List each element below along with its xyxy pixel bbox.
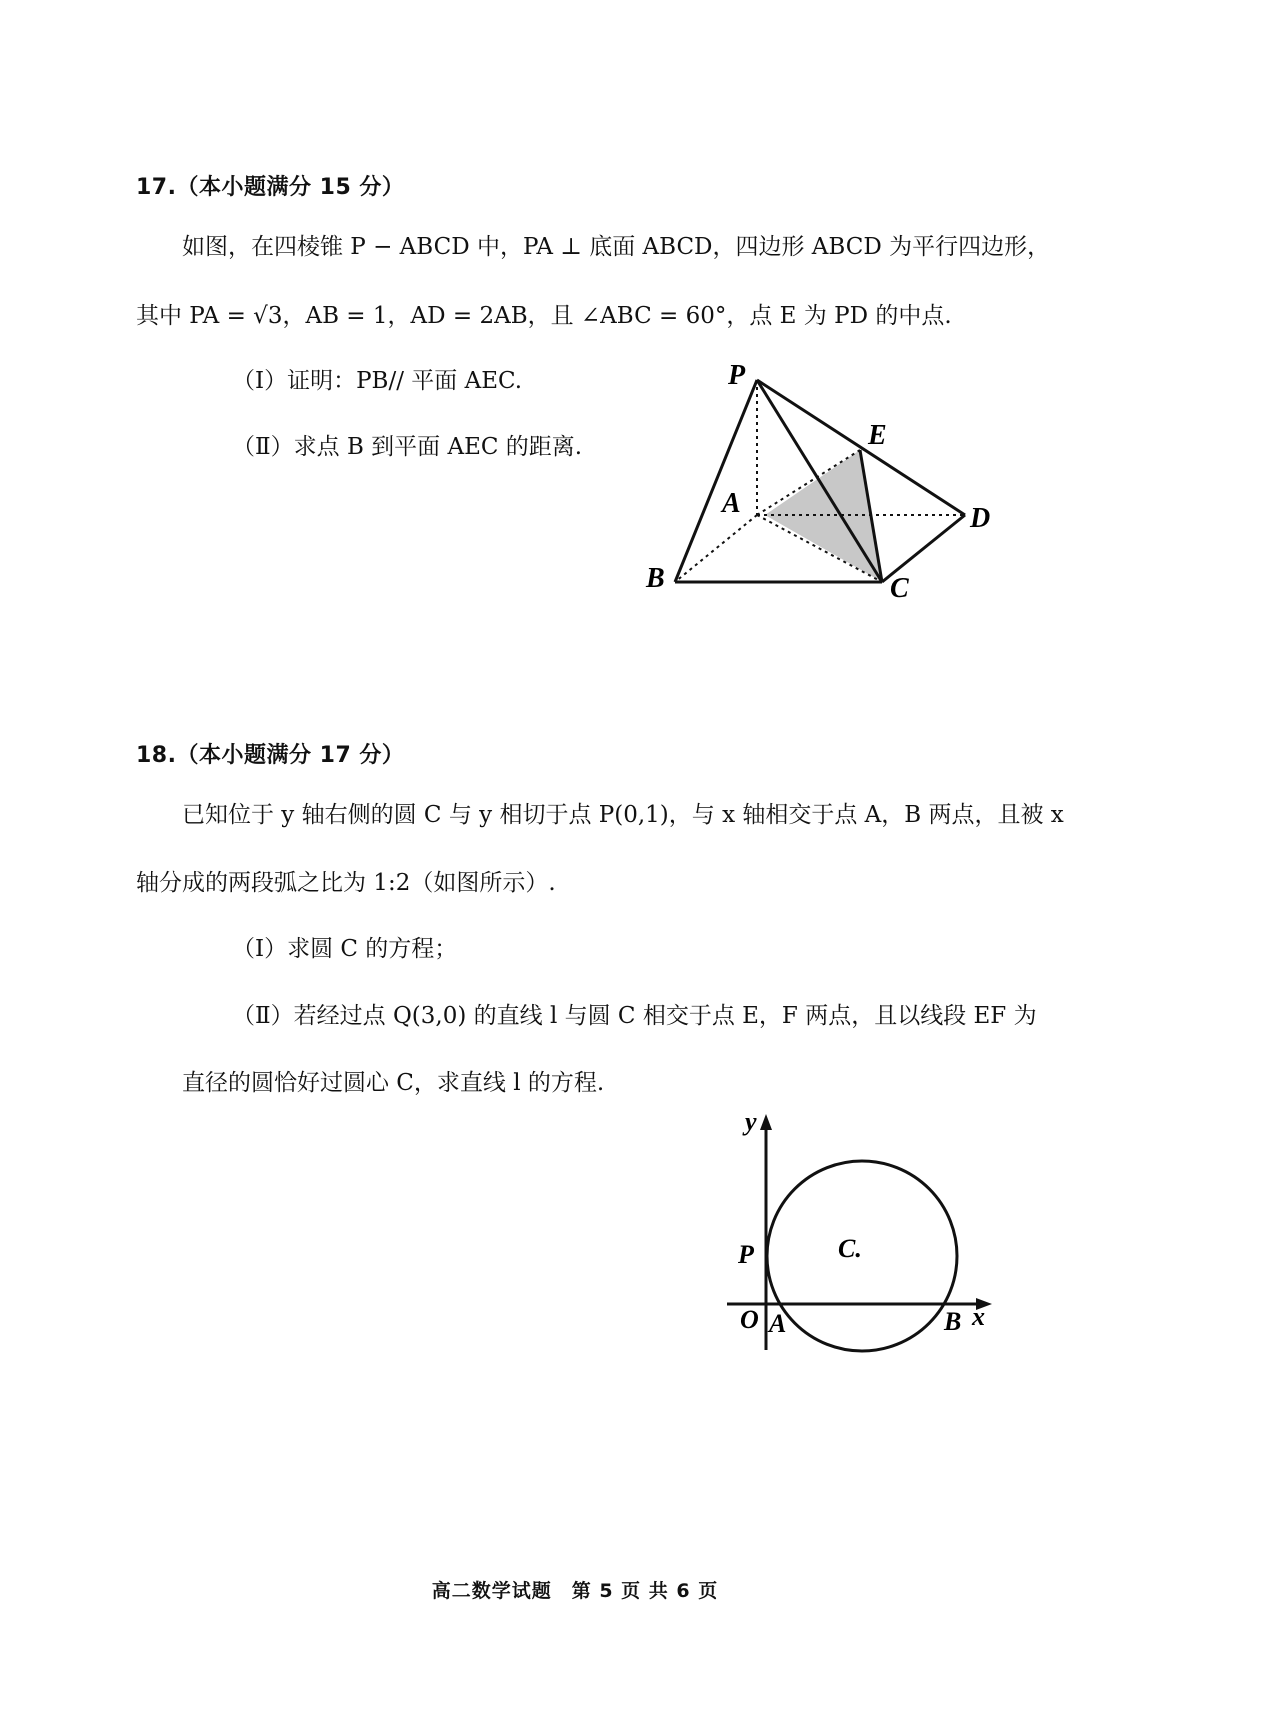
q17-label-d: D	[970, 503, 991, 534]
q17-label-p: P	[728, 360, 746, 391]
q18-circle-c	[767, 1161, 957, 1351]
q17-part2: （Ⅱ）求点 B 到平面 AEC 的距离.	[232, 434, 583, 460]
q18-statement-line2: 轴分成的两段弧之比为 1:2（如图所示）.	[136, 870, 556, 896]
q17-heading: 17.（本小题满分 15 分）	[136, 175, 405, 200]
q18-label-x: x	[972, 1302, 985, 1331]
q18-label-o: O	[740, 1305, 759, 1334]
q18-part2-line1: （Ⅱ）若经过点 Q(3,0) 的直线 l 与圆 C 相交于点 E，F 两点，且以线段 EF 为	[232, 1003, 1037, 1029]
q18-label-y: y	[745, 1107, 757, 1136]
q17-statement-line1: 如图，在四棱锥 P − ABCD 中，PA ⊥ 底面 ABCD，四边形 ABCD 为平行四边形，	[182, 234, 1051, 260]
q17-label-b: B	[646, 563, 665, 594]
q18-y-arrow-icon	[760, 1114, 772, 1130]
q17-pyramid-figure	[640, 355, 1020, 615]
q18-statement-line1: 已知位于 y 轴右侧的圆 C 与 y 相切于点 P(0,1)，与 x 轴相交于点 A，B 两点，且被 x	[182, 802, 1064, 828]
q18-circle-figure	[715, 1100, 1005, 1360]
q17-edge-cd	[882, 515, 965, 582]
q18-label-p: P	[738, 1240, 754, 1269]
q17-statement-line2: 其中 PA = √3，AB = 1，AD = 2AB，且 ∠ABC = 60°，点 E 为 PD 的中点.	[136, 303, 952, 329]
q17-part1: （Ⅰ）证明：PB// 平面 AEC.	[232, 368, 523, 394]
q17-label-c: C	[890, 573, 909, 604]
q18-label-a: A	[769, 1309, 787, 1338]
q18-part2-line2: 直径的圆恰好过圆心 C，求直线 l 的方程.	[182, 1070, 605, 1096]
q18-label-b: B	[944, 1307, 962, 1336]
q17-edge-pb	[675, 380, 757, 582]
q17-label-a: A	[722, 488, 741, 519]
q17-label-e: E	[868, 420, 887, 451]
q18-label-c: C.	[838, 1234, 862, 1263]
q18-heading: 18.（本小题满分 17 分）	[136, 743, 405, 768]
q18-part1: （Ⅰ）求圆 C 的方程；	[232, 936, 458, 962]
page-footer: 高二数学试题 第 5 页 共 6 页	[431, 1580, 719, 1602]
